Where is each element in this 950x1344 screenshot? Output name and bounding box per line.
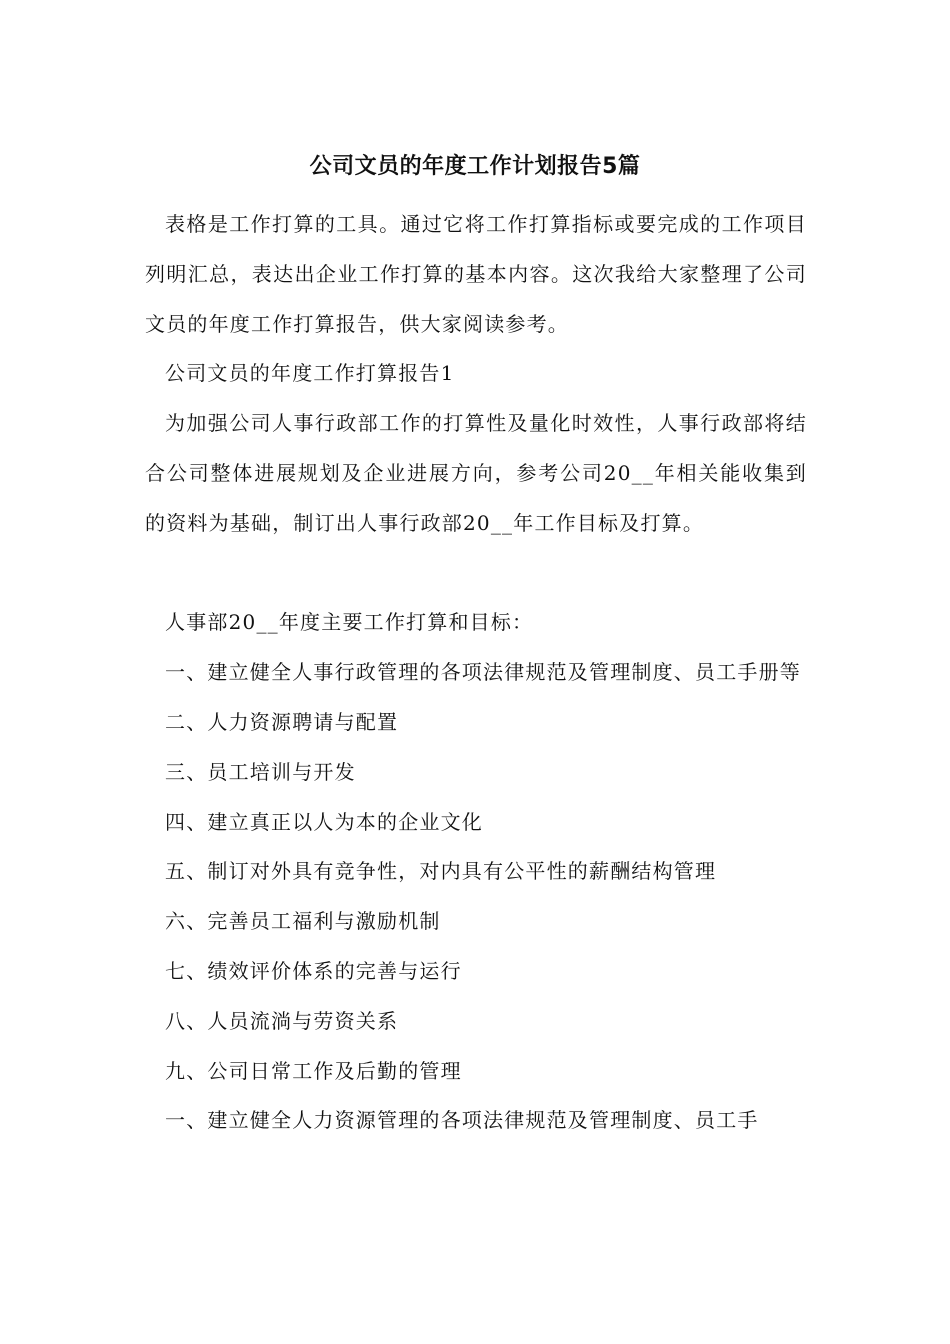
list-item: 五、制订对外具有竞争性，对内具有公平性的薪酬结构管理 [165,859,717,884]
list-item: 三、员工培训与开发 [165,759,356,784]
body-paragraph: 为加强公司人事行政部工作的打算性及量化时效性，人事行政部将结合公司整体进展规划及企业进展方向，参考公司20__年相关能收集到的资料为基础，制订出人事行政部20__年工作目标及打算。 [145,411,807,535]
document-title: 公司文员的年度工作计划报告5篇 [309,154,641,179]
blank-line [145,549,807,599]
list-item: 八、人员流淌与劳资关系 [165,1008,399,1033]
intro-paragraph: 表格是工作打算的工具。通过它将工作打算指标或要完成的工作项目列明汇总，表达出企业工作打算的基本内容。这次我给大家整理了公司文员的年度工作打算报告，供大家阅读参考。 [145,212,807,336]
document-body [145,200,807,1146]
list-item: 六、完善员工福利与激励机制 [165,909,441,934]
plan-heading: 人事部20__年度主要工作打算和目标： [165,610,534,635]
list-item: 一、建立健全人事行政管理的各项法律规范及管理制度、员工手册等 [165,660,801,685]
list-item: 一、建立健全人力资源管理的各项法律规范及管理制度、员工手 [165,1108,759,1133]
list-item: 四、建立真正以人为本的企业文化 [165,809,483,834]
section-heading: 公司文员的年度工作打算报告1 [165,361,455,386]
list-item: 二、人力资源聘请与配置 [165,709,399,734]
list-item: 七、绩效评价体系的完善与运行 [165,958,462,983]
list-item: 九、公司日常工作及后勤的管理 [165,1058,462,1083]
